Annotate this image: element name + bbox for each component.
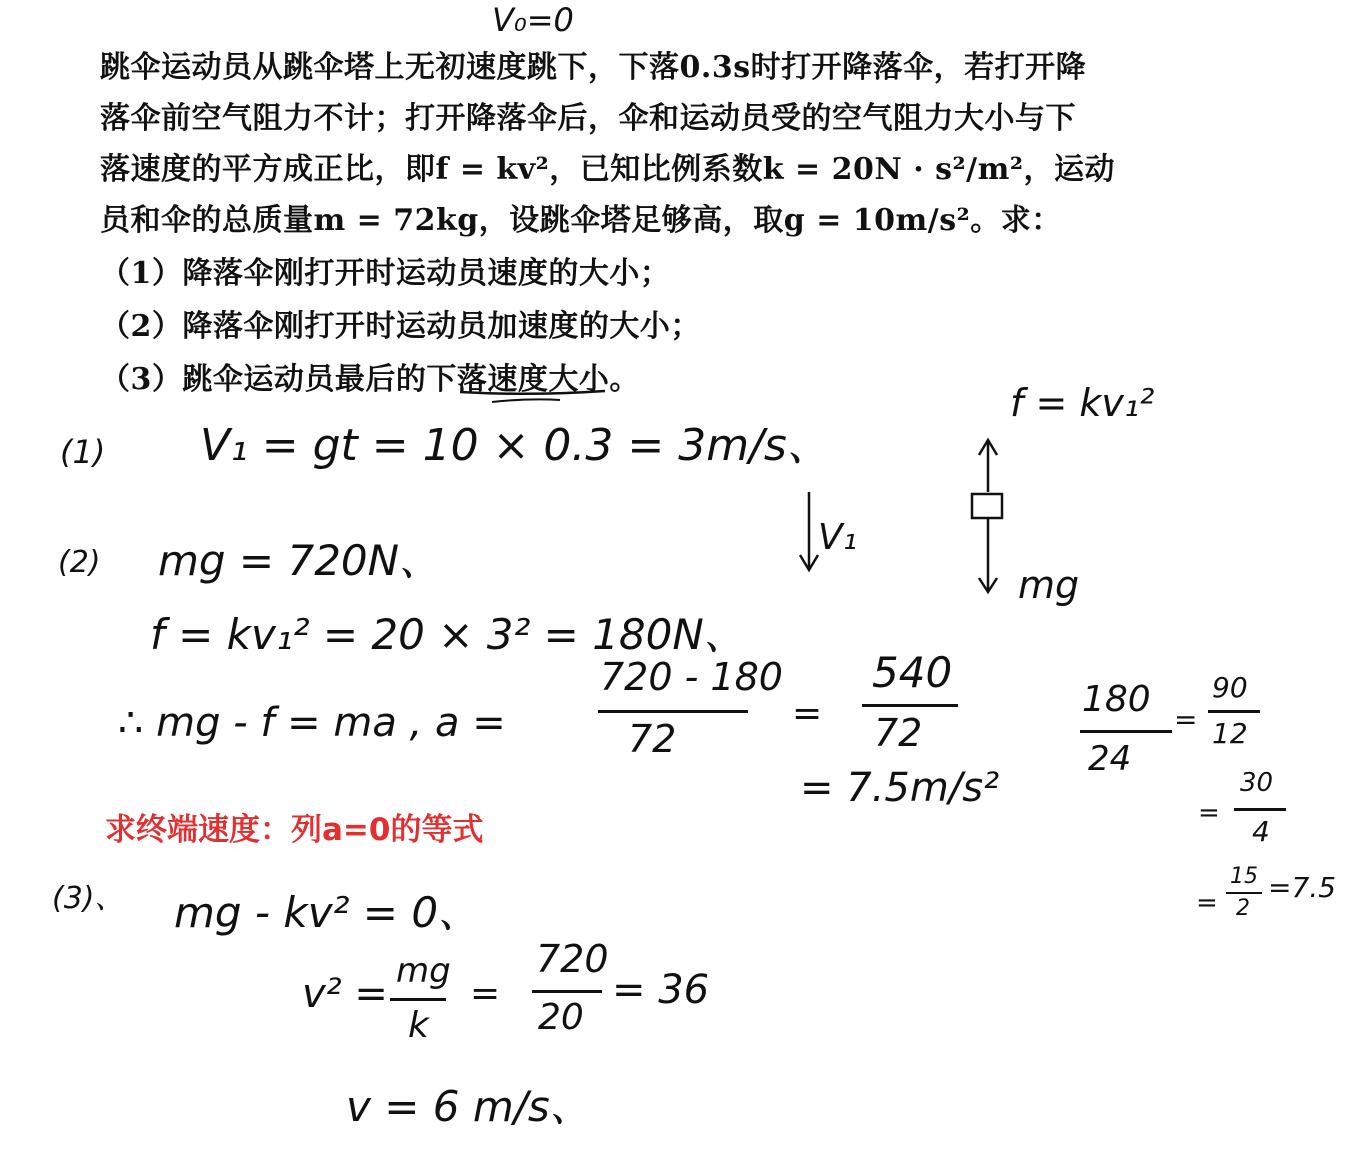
part2-equals: = — [792, 693, 823, 734]
part3-label: (3)、 — [52, 881, 125, 916]
problem-line: 员和伞的总质量m = 72kg，设跳伞塔足够高，取g = 10m/s²。求： — [100, 203, 1062, 238]
part2-acceleration-result: = 7.5m/s² — [800, 765, 1000, 811]
side-fraction-2: 90 12 — [1208, 672, 1268, 762]
side-fraction-4: 15 2 — [1226, 866, 1270, 936]
side-equals-3: = — [1196, 888, 1218, 918]
problem-line: 跳伞运动员从跳伞塔上无初速度跳下，下落0.3s时打开降落伞，若打开降 — [100, 50, 1087, 85]
problem-line: 落速度的平方成正比，即f = kv²，已知比例系数k = 20N · s²/m²，运动 — [100, 152, 1115, 187]
part2-drag: f = kv₁² = 20 × 3² = 180N、 — [150, 610, 746, 659]
initial-velocity-note: V₀=0 — [492, 1, 574, 39]
side-equals-2: = — [1198, 798, 1220, 828]
question-2: （2）降落伞刚打开时运动员加速度的大小； — [100, 309, 701, 344]
part3-fraction-2: 720 20 — [532, 938, 612, 1048]
problem-line: 落伞前空气阻力不计；打开降落伞后，伞和运动员受的空气阻力大小与下 — [100, 101, 1076, 136]
part2-fraction-1: 720 - 180 72 — [600, 655, 783, 761]
diagram-velocity-label: V₁ — [818, 517, 858, 558]
part2-fraction-2: 540 72 — [862, 648, 972, 758]
part2-weight: mg = 720N、 — [158, 536, 442, 585]
part3-result-36: = 36 — [612, 967, 710, 1013]
part3-fraction-1: mg k — [390, 948, 460, 1058]
part3-terminal-velocity: v = 6 m/s、 — [346, 1082, 592, 1131]
side-equals-1: = — [1174, 703, 1198, 736]
side-final-result: =7.5 — [1268, 871, 1336, 904]
question-3: （3）跳伞运动员最后的下落速度大小。 — [100, 362, 640, 397]
part2-label: (2) — [58, 545, 101, 580]
part3-equilibrium: mg - kv² = 0、 — [174, 888, 481, 937]
question-1: （1）降落伞刚打开时运动员速度的大小； — [100, 256, 671, 291]
side-fraction-3: 30 4 — [1234, 768, 1294, 858]
diagram-weight-label: mg — [1018, 563, 1080, 607]
terminal-velocity-hint: 求终端速度：列a=0的等式 — [105, 812, 484, 848]
part1-label: (1) — [60, 433, 106, 471]
part3-equals: = — [470, 973, 501, 1014]
part3-v-squared: v² = — [302, 971, 388, 1017]
side-fraction-1: 180 24 — [1080, 680, 1180, 790]
part1-equation: V₁ = gt = 10 × 0.3 = 3m/s、 — [200, 420, 831, 471]
part2-newton-law: ∴ mg - f = ma , a = — [118, 700, 506, 746]
diagram-drag-force-label: f = kv₁² — [1010, 381, 1155, 425]
